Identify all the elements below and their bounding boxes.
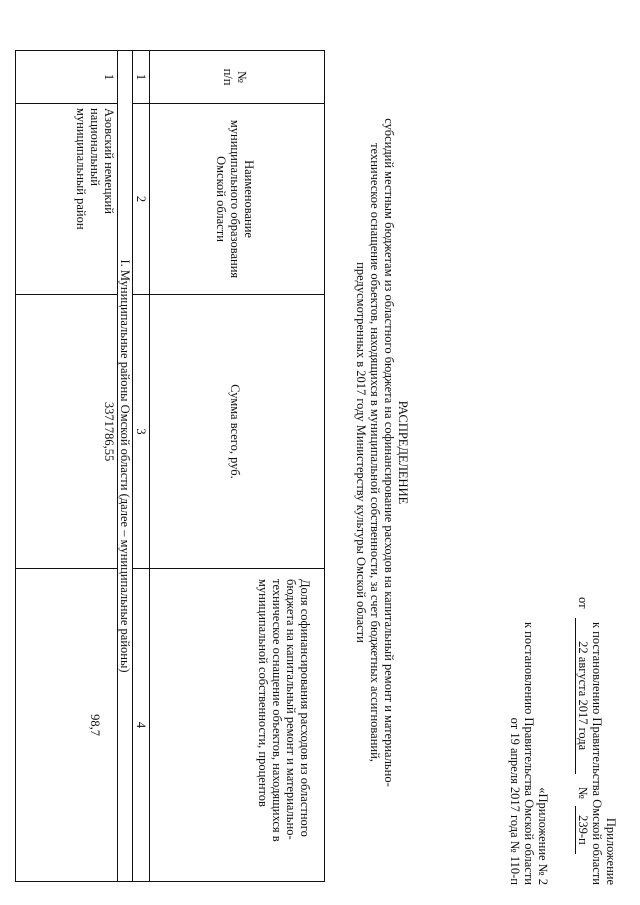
header-col-sum: Сумма всего, руб.	[228, 384, 242, 479]
prev-appendix-title: «Приложение № 2	[536, 787, 550, 885]
prev-appendix-date: от 19 апреля 2017 года № 110-п	[508, 717, 522, 885]
appendix-date-line	[575, 597, 590, 854]
header-col-name: Наименование муниципального образования Омской области	[214, 119, 256, 279]
header-col-number: № п/п	[221, 68, 249, 86]
col-number-1: 1	[134, 73, 148, 81]
prev-appendix-to: к постановлению Правительства Омской области	[522, 621, 536, 885]
doc-heading: РАСПРЕДЕЛЕНИЕ	[396, 400, 410, 505]
col-divider-1b	[16, 103, 117, 104]
section-title: I. Муниципальные районы Омской области (далее – муниципальные районы)	[118, 259, 132, 673]
doc-title-line-1: субсидий местным бюджетам из областного бюджета на софинансирование расходов на капитальный ремонт и материально-	[382, 118, 396, 787]
col-divider-3	[132, 568, 324, 569]
row-1-name: Азовский немецкий национальный муниципальный район	[74, 108, 116, 230]
numbers-bottom-line	[132, 51, 133, 881]
col-number-2: 2	[134, 195, 148, 203]
appendix-date: 22 августа 2017 года	[575, 618, 589, 774]
header-bottom-line	[149, 51, 150, 881]
distribution-table	[15, 50, 325, 882]
col-number-4: 4	[134, 721, 148, 729]
appendix-title: Приложение	[604, 817, 618, 885]
row-1-sum: 3371786,55	[102, 401, 116, 462]
doc-title-line-3: предусмотренных в 2017 году Министерству культуры Омской области	[354, 262, 368, 643]
appendix-number: 239-п	[575, 806, 589, 854]
header-col-share: Доля софинансирования расходов из областного бюджета на капитальный ремонт и материально- техническое оснащение объектов, находящихся в муниципальной собственности, процентов	[256, 579, 312, 842]
row-1-number: 1	[102, 73, 116, 81]
from-label: от	[576, 597, 590, 609]
col-number-3: 3	[134, 428, 148, 435]
number-label: №	[576, 786, 590, 799]
row-1-share: 98,7	[88, 714, 102, 736]
doc-title-line-2: техническое оснащение объектов, находящихся в муниципальной собственности, за счет бюджетных ассигнований,	[368, 143, 382, 762]
appendix-to: к постановлению Правительства Омской области	[590, 621, 604, 885]
